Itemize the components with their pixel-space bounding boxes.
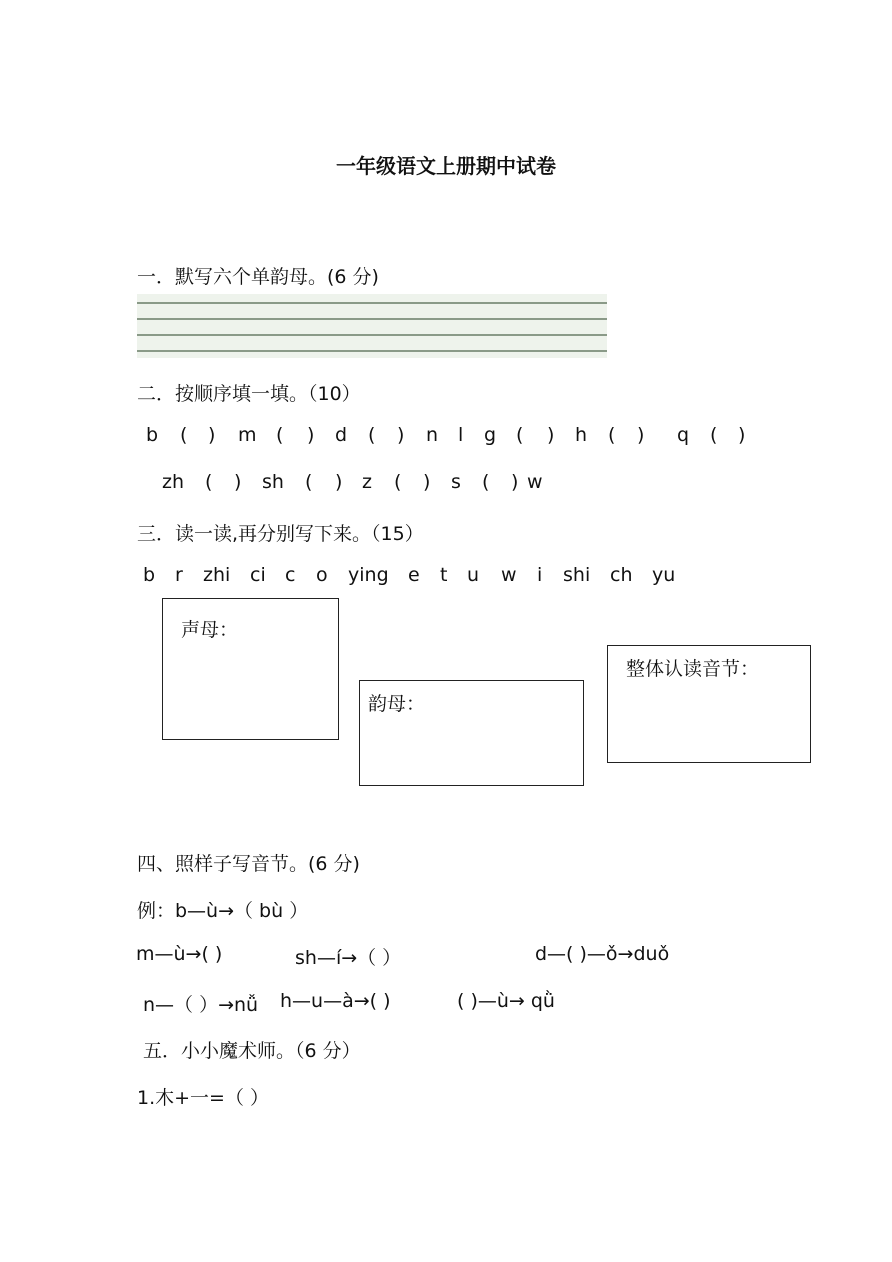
exercise-row-1: [0, 943, 892, 969]
seq-item: ): [397, 424, 405, 446]
yunmu-label: 韵母：: [368, 693, 426, 715]
section-4-heading: 四、照样子写音节。(6 分): [137, 853, 360, 875]
syllable: i: [537, 564, 543, 586]
sequence-row-1: [0, 424, 892, 450]
seq-item: ): [637, 424, 645, 446]
zhengti-box[interactable]: [607, 645, 811, 763]
seq-item: ): [208, 424, 216, 446]
seq-item: m: [238, 424, 257, 446]
syllable: e: [408, 564, 420, 586]
seq-item: ): [547, 424, 555, 446]
syllable: b: [143, 564, 156, 586]
section-5-heading: 五．小小魔术师。（6 分）: [143, 1040, 361, 1062]
syllable: o: [316, 564, 328, 586]
seq-item: (: [516, 424, 524, 446]
shengmu-label: 声母：: [181, 619, 239, 641]
seq-item: (: [305, 471, 313, 493]
syllable: ch: [610, 564, 633, 586]
seq-item: (: [276, 424, 284, 446]
writing-line: [137, 350, 607, 352]
seq-item: n: [426, 424, 439, 446]
exercise-item: m—ù→( ): [136, 943, 223, 965]
seq-item: d: [335, 424, 348, 446]
syllable: u: [467, 564, 480, 586]
exercise-item: sh—í→（ ）: [295, 947, 402, 969]
seq-item: l: [458, 424, 464, 446]
syllable-row: [0, 564, 892, 590]
section-2-heading: 二．按顺序填一填。（10）: [137, 383, 361, 405]
seq-item: (: [482, 471, 490, 493]
seq-item: (: [368, 424, 376, 446]
seq-item: g: [484, 424, 497, 446]
yunmu-box[interactable]: [359, 680, 584, 786]
seq-item: z: [362, 471, 372, 493]
seq-item: ): [423, 471, 431, 493]
writing-line: [137, 334, 607, 336]
syllable: w: [501, 564, 517, 586]
exercise-item: d—( )—ǒ→duǒ: [535, 943, 670, 965]
syllable: t: [440, 564, 448, 586]
seq-item: ): [511, 471, 519, 493]
seq-item: b: [146, 424, 159, 446]
exercise-item: ( )—ù→ qǜ: [457, 990, 555, 1012]
seq-item: h: [575, 424, 588, 446]
seq-item: (: [205, 471, 213, 493]
section-3-heading: 三．读一读,再分别写下来。（15）: [137, 523, 424, 545]
magic-item-1: 1.木+一=（ ）: [137, 1087, 270, 1109]
writing-lines[interactable]: [137, 294, 607, 358]
syllable: zhi: [203, 564, 231, 586]
seq-item: w: [527, 471, 543, 493]
seq-item: (: [608, 424, 616, 446]
seq-item: (: [180, 424, 188, 446]
seq-item: (: [394, 471, 402, 493]
syllable: c: [285, 564, 296, 586]
syllable: shi: [563, 564, 591, 586]
seq-item: q: [677, 424, 690, 446]
page-title: 一年级语文上册期中试卷: [336, 154, 556, 178]
seq-item: ): [234, 471, 242, 493]
writing-line: [137, 318, 607, 320]
syllable: ci: [250, 564, 266, 586]
shengmu-box[interactable]: [162, 598, 339, 740]
seq-item: ): [738, 424, 746, 446]
seq-item: (: [710, 424, 718, 446]
section-1-heading: 一．默写六个单韵母。(6 分): [137, 266, 379, 288]
syllable: r: [175, 564, 183, 586]
seq-item: ): [307, 424, 315, 446]
sequence-row-2: [0, 471, 892, 497]
seq-item: s: [451, 471, 461, 493]
syllable: yu: [652, 564, 676, 586]
exercise-row-2: [0, 990, 892, 1016]
exercise-item: n—（ ）→nǚ: [143, 994, 259, 1016]
seq-item: zh: [162, 471, 185, 493]
writing-line: [137, 302, 607, 304]
exercise-item: h—u—à→( ): [280, 990, 391, 1012]
seq-item: ): [335, 471, 343, 493]
zhengti-label: 整体认读音节：: [626, 658, 760, 680]
example-line: 例：b—ù→（ bù ）: [137, 900, 309, 922]
seq-item: sh: [262, 471, 284, 493]
syllable: ying: [348, 564, 389, 586]
